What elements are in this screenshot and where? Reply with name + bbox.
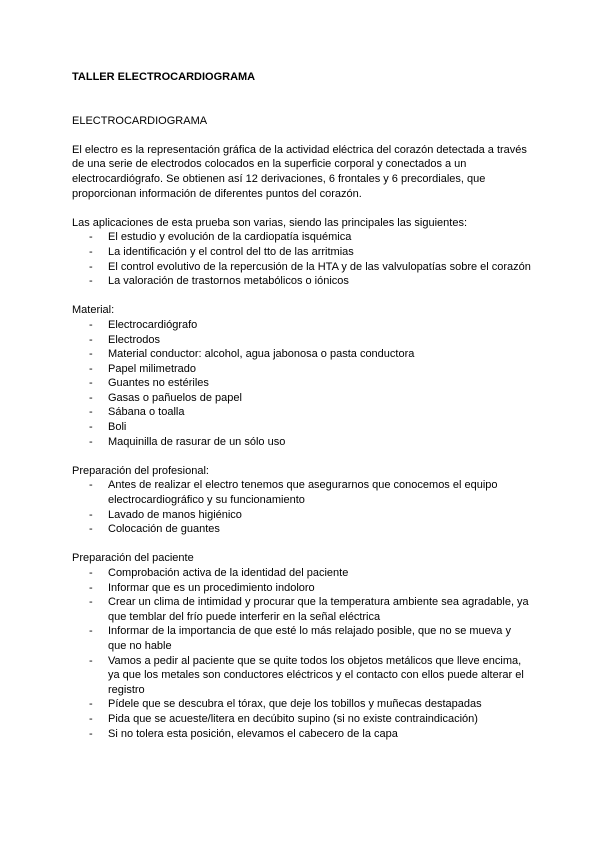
- list-item-text: Antes de realizar el electro tenemos que asegurarnos que conocemos el equipo electrocardiográfico y su funcionamiento: [108, 479, 498, 507]
- list-item: [72, 624, 532, 653]
- dash-bullet: -: [89, 523, 93, 536]
- dash-bullet: -: [89, 260, 93, 273]
- list-item: [72, 508, 532, 523]
- dash-bullet: -: [89, 231, 93, 244]
- list-item-text: Papel milimetrado: [108, 362, 197, 375]
- list-item-text: Si no tolera esta posición, elevamos el cabecero de la capa: [108, 727, 398, 740]
- preparacion-paciente-intro: Preparación del paciente: [72, 552, 194, 565]
- list-item: [72, 420, 532, 435]
- list-item-text: Informar que es un procedimiento indoloro: [108, 581, 315, 594]
- list-item-text: Comprobación activa de la identidad del paciente: [108, 567, 349, 579]
- dash-bullet: -: [89, 406, 93, 419]
- list-item-text: Sábana o toalla: [108, 406, 185, 419]
- section-heading: ELECTROCARDIOGRAMA: [72, 114, 208, 127]
- dash-bullet: -: [89, 377, 93, 390]
- dash-bullet: -: [89, 479, 93, 492]
- document-title: TALLER ELECTROCARDIOGRAMA: [72, 71, 256, 83]
- list-item: [72, 391, 532, 406]
- aplicaciones-list: [72, 230, 532, 288]
- dash-bullet: -: [89, 435, 93, 448]
- list-item-text: Informar de la importancia de que esté lo más relajado posible, que no se mueva y que no hable: [108, 625, 511, 652]
- material-intro: Material:: [72, 304, 115, 317]
- list-item-text: Guantes no estériles: [108, 377, 209, 390]
- list-item: [72, 318, 532, 333]
- list-item: [72, 376, 532, 391]
- list-item: [72, 435, 532, 450]
- list-item: [72, 478, 532, 507]
- list-item-text: Pida que se acueste/litera en decúbito supino (si no existe contraindicación): [108, 712, 478, 725]
- list-item-text: Boli: [108, 421, 127, 434]
- list-item-text: Lavado de manos higiénico: [108, 508, 242, 521]
- dash-bullet: -: [89, 698, 93, 711]
- list-item-text: Pídele que se descubra el tórax, que deje los tobillos y muñecas destapadas: [108, 698, 482, 711]
- list-item-text: Electrocardiógrafo: [108, 318, 198, 331]
- list-item: [72, 405, 532, 420]
- dash-bullet: -: [89, 421, 93, 434]
- list-item-text: Colocación de guantes: [108, 523, 220, 536]
- dash-bullet: -: [89, 362, 93, 375]
- list-item: [72, 245, 532, 260]
- dash-bullet: -: [89, 596, 93, 609]
- list-item: [72, 581, 532, 596]
- dash-bullet: -: [89, 727, 93, 740]
- material-section: [72, 303, 532, 449]
- dash-bullet: -: [89, 567, 93, 579]
- list-item: [72, 654, 532, 698]
- list-item-text: Material conductor: alcohol, agua jabonosa o pasta conductora: [108, 348, 415, 361]
- list-item: [72, 727, 532, 742]
- preparacion-paciente-list: [72, 566, 532, 741]
- list-item: [72, 260, 532, 275]
- list-item-text: Electrodos: [108, 333, 160, 346]
- dash-bullet: -: [89, 625, 93, 638]
- aplicaciones-intro: Las aplicaciones de esta prueba son varias, siendo las principales las siguientes:: [72, 216, 468, 229]
- dash-bullet: -: [89, 318, 93, 331]
- list-item-text: Gasas o pañuelos de papel: [108, 391, 242, 404]
- list-item: [72, 274, 532, 289]
- list-item: [72, 522, 532, 537]
- preparacion-profesional-list: [72, 478, 532, 536]
- preparacion-profesional-section: [72, 464, 532, 537]
- dash-bullet: -: [89, 275, 93, 288]
- dash-bullet: -: [89, 581, 93, 594]
- dash-bullet: -: [89, 712, 93, 725]
- list-item: [72, 347, 532, 362]
- preparacion-profesional-intro: Preparación del profesional:: [72, 464, 209, 477]
- list-item-text: El estudio y evolución de la cardiopatía isquémica: [108, 231, 352, 244]
- list-item-text: El control evolutivo de la repercusión de la HTA y de las valvulopatías sobre el corazón: [108, 260, 531, 273]
- list-item-text: La identificación y el control del tto de las arritmias: [108, 245, 354, 258]
- dash-bullet: -: [89, 391, 93, 404]
- list-item: [72, 712, 532, 727]
- dash-bullet: -: [89, 333, 93, 346]
- list-item-text: Maquinilla de rasurar de un sólo uso: [108, 435, 286, 448]
- list-item-text: Crear un clima de intimidad y procurar que la temperatura ambiente sea agradable, ya que temblar del frío puede interferir en la señal eléctrica: [108, 596, 529, 623]
- material-list: [72, 318, 532, 449]
- dash-bullet: -: [89, 245, 93, 258]
- dash-bullet: -: [89, 348, 93, 361]
- dash-bullet: -: [89, 508, 93, 521]
- list-item: [72, 566, 532, 581]
- list-item-text: La valoración de trastornos metabólicos o iónicos: [108, 275, 349, 288]
- list-item: [72, 697, 532, 712]
- list-item: [72, 595, 532, 624]
- list-item: [72, 362, 532, 377]
- list-item: [72, 333, 532, 348]
- aplicaciones-section: [72, 216, 532, 289]
- document-page: [72, 70, 532, 756]
- list-item: [72, 230, 532, 245]
- dash-bullet: -: [89, 654, 93, 667]
- intro-paragraph: El electro es la representación gráfica de la actividad eléctrica del corazón detectada a través de una serie de electrodos colocados en la superficie corporal y conectados a un electrocardiógrafo. Se obtienen así 12 derivaciones, 6 frontales y 6 precordiales, que proporcionan información de diferentes puntos del corazón.: [72, 143, 527, 200]
- list-item-text: Vamos a pedir al paciente que se quite todos los objetos metálicos que lleve encima, ya que los metales son conductores eléctricos y el contacto con ellos puede alterar el registro: [108, 654, 524, 696]
- preparacion-paciente-section: [72, 551, 532, 741]
